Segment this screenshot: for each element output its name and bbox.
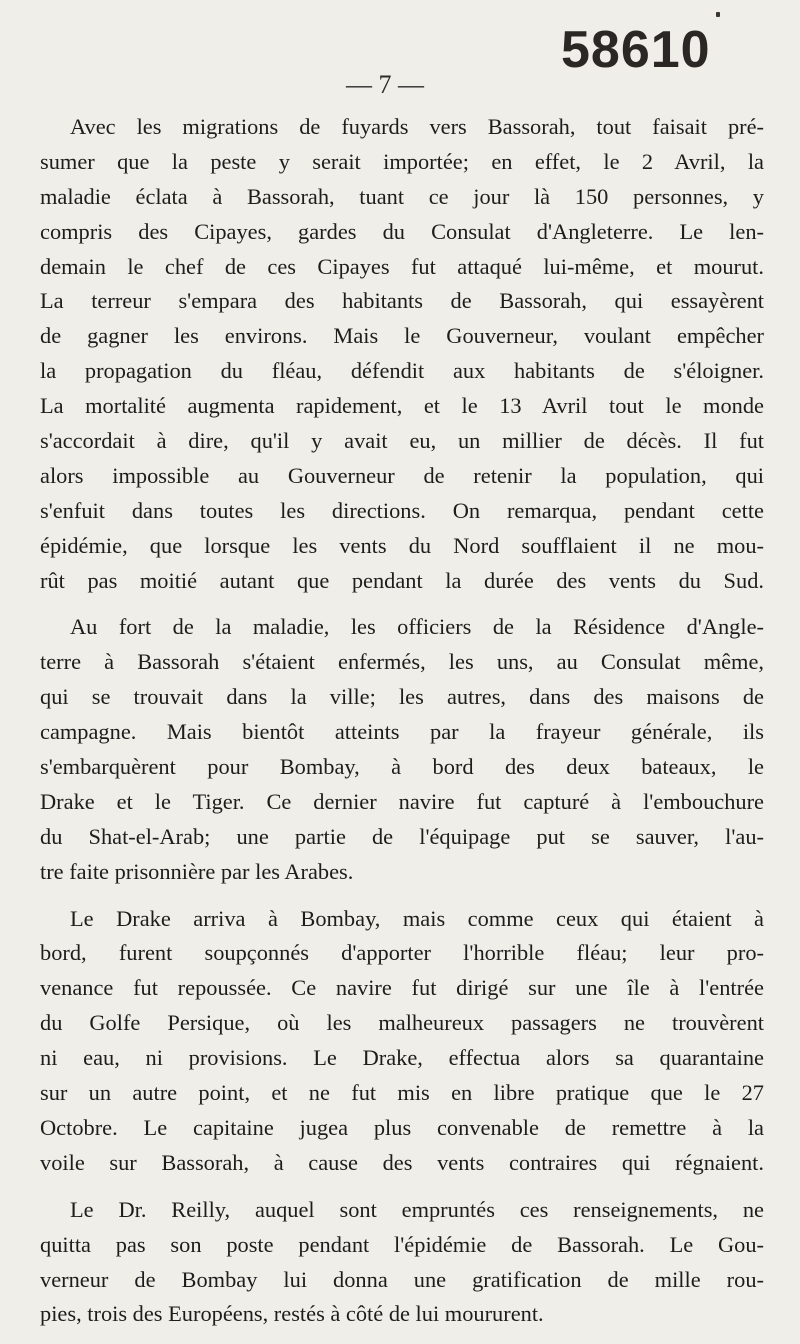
paragraph-2 [40,610,764,889]
text-line: sumer que la peste y serait importée; en effet, le 2 Avril, la [40,148,764,174]
text-line: s'accordait à dire, qu'il y avait eu, un millier de décès. Il fut [40,428,764,454]
text-line: verneur de Bombay lui donna une gratification de mille rou- [40,1266,764,1292]
paragraph-1 [40,110,764,598]
page-number: — 7 — [346,70,424,99]
text-line: de gagner les environs. Mais le Gouverneur, voulant empêcher [40,323,764,349]
text-line: La terreur s'empara des habitants de Bassorah, qui essayèrent [40,288,764,314]
text-line: qui se trouvait dans la ville; les autres, dans des maisons de [40,684,764,710]
text-line: Drake et le Tiger. Ce dernier navire fut capturé à l'embouchure [40,788,764,814]
text-line: la propagation du fléau, défendit aux habitants de s'éloigner. [40,358,764,384]
text-line: venance fut repoussée. Ce navire fut dirigé sur une île à l'entrée [40,975,764,1001]
text-line: du Shat-el-Arab; une partie de l'équipage put se sauver, l'au- [40,823,764,849]
text-line: Le Dr. Reilly, auquel sont empruntés ces renseignements, ne [70,1196,764,1222]
text-line: demain le chef de ces Cipayes fut attaqué lui-même, et mourut. [40,253,764,279]
text-line: campagne. Mais bientôt atteints par la frayeur générale, ils [40,719,764,745]
body-text [40,110,764,1344]
text-line: Le Drake arriva à Bombay, mais comme ceux qui étaient à [70,905,764,931]
paragraph-3 [40,902,764,1181]
text-line: sur un autre point, et ne fut mis en libre pratique que le 27 [40,1080,764,1106]
text-line: épidémie, que lorsque les vents du Nord soufflaient il ne mou- [40,532,764,558]
text-line: pies, trois des Européens, restés à côté de lui moururent. [40,1301,544,1327]
text-line: ni eau, ni provisions. Le Drake, effectua alors sa quarantaine [40,1045,764,1071]
ink-mark [716,12,720,17]
text-line: maladie éclata à Bassorah, tuant ce jour là 150 personnes, y [40,183,764,209]
paragraph-4 [40,1193,764,1333]
text-line: voile sur Bassorah, à cause des vents contraires qui régnaient. [40,1149,764,1175]
text-line: tre faite prisonnière par les Arabes. [40,858,354,884]
library-number: 58610 [561,21,711,79]
text-line: alors impossible au Gouverneur de retenir la population, qui [40,462,764,488]
text-line: s'enfuit dans toutes les directions. On remarqua, pendant cette [40,497,764,523]
text-line: quitta pas son poste pendant l'épidémie de Bassorah. Le Gou- [40,1231,764,1257]
text-line: du Golfe Persique, où les malheureux passagers ne trouvèrent [40,1010,764,1036]
text-line: La mortalité augmenta rapidement, et le 13 Avril tout le monde [40,393,764,419]
text-line: rût pas moitié autant que pendant la durée des vents du Sud. [40,567,764,593]
text-line: Octobre. Le capitaine jugea plus convenable de remettre à la [40,1114,764,1140]
text-line: bord, furent soupçonnés d'apporter l'horrible fléau; leur pro- [40,940,764,966]
text-line: terre à Bassorah s'étaient enfermés, les uns, au Consulat même, [40,649,764,675]
text-line: Avec les migrations de fuyards vers Bassorah, tout faisait pré- [70,114,764,139]
text-line: compris des Cipayes, gardes du Consulat d'Angleterre. Le len- [40,218,764,244]
text-line: Au fort de la maladie, les officiers de la Résidence d'Angle- [70,614,764,640]
text-line: s'embarquèrent pour Bombay, à bord des deux bateaux, le [40,754,764,780]
